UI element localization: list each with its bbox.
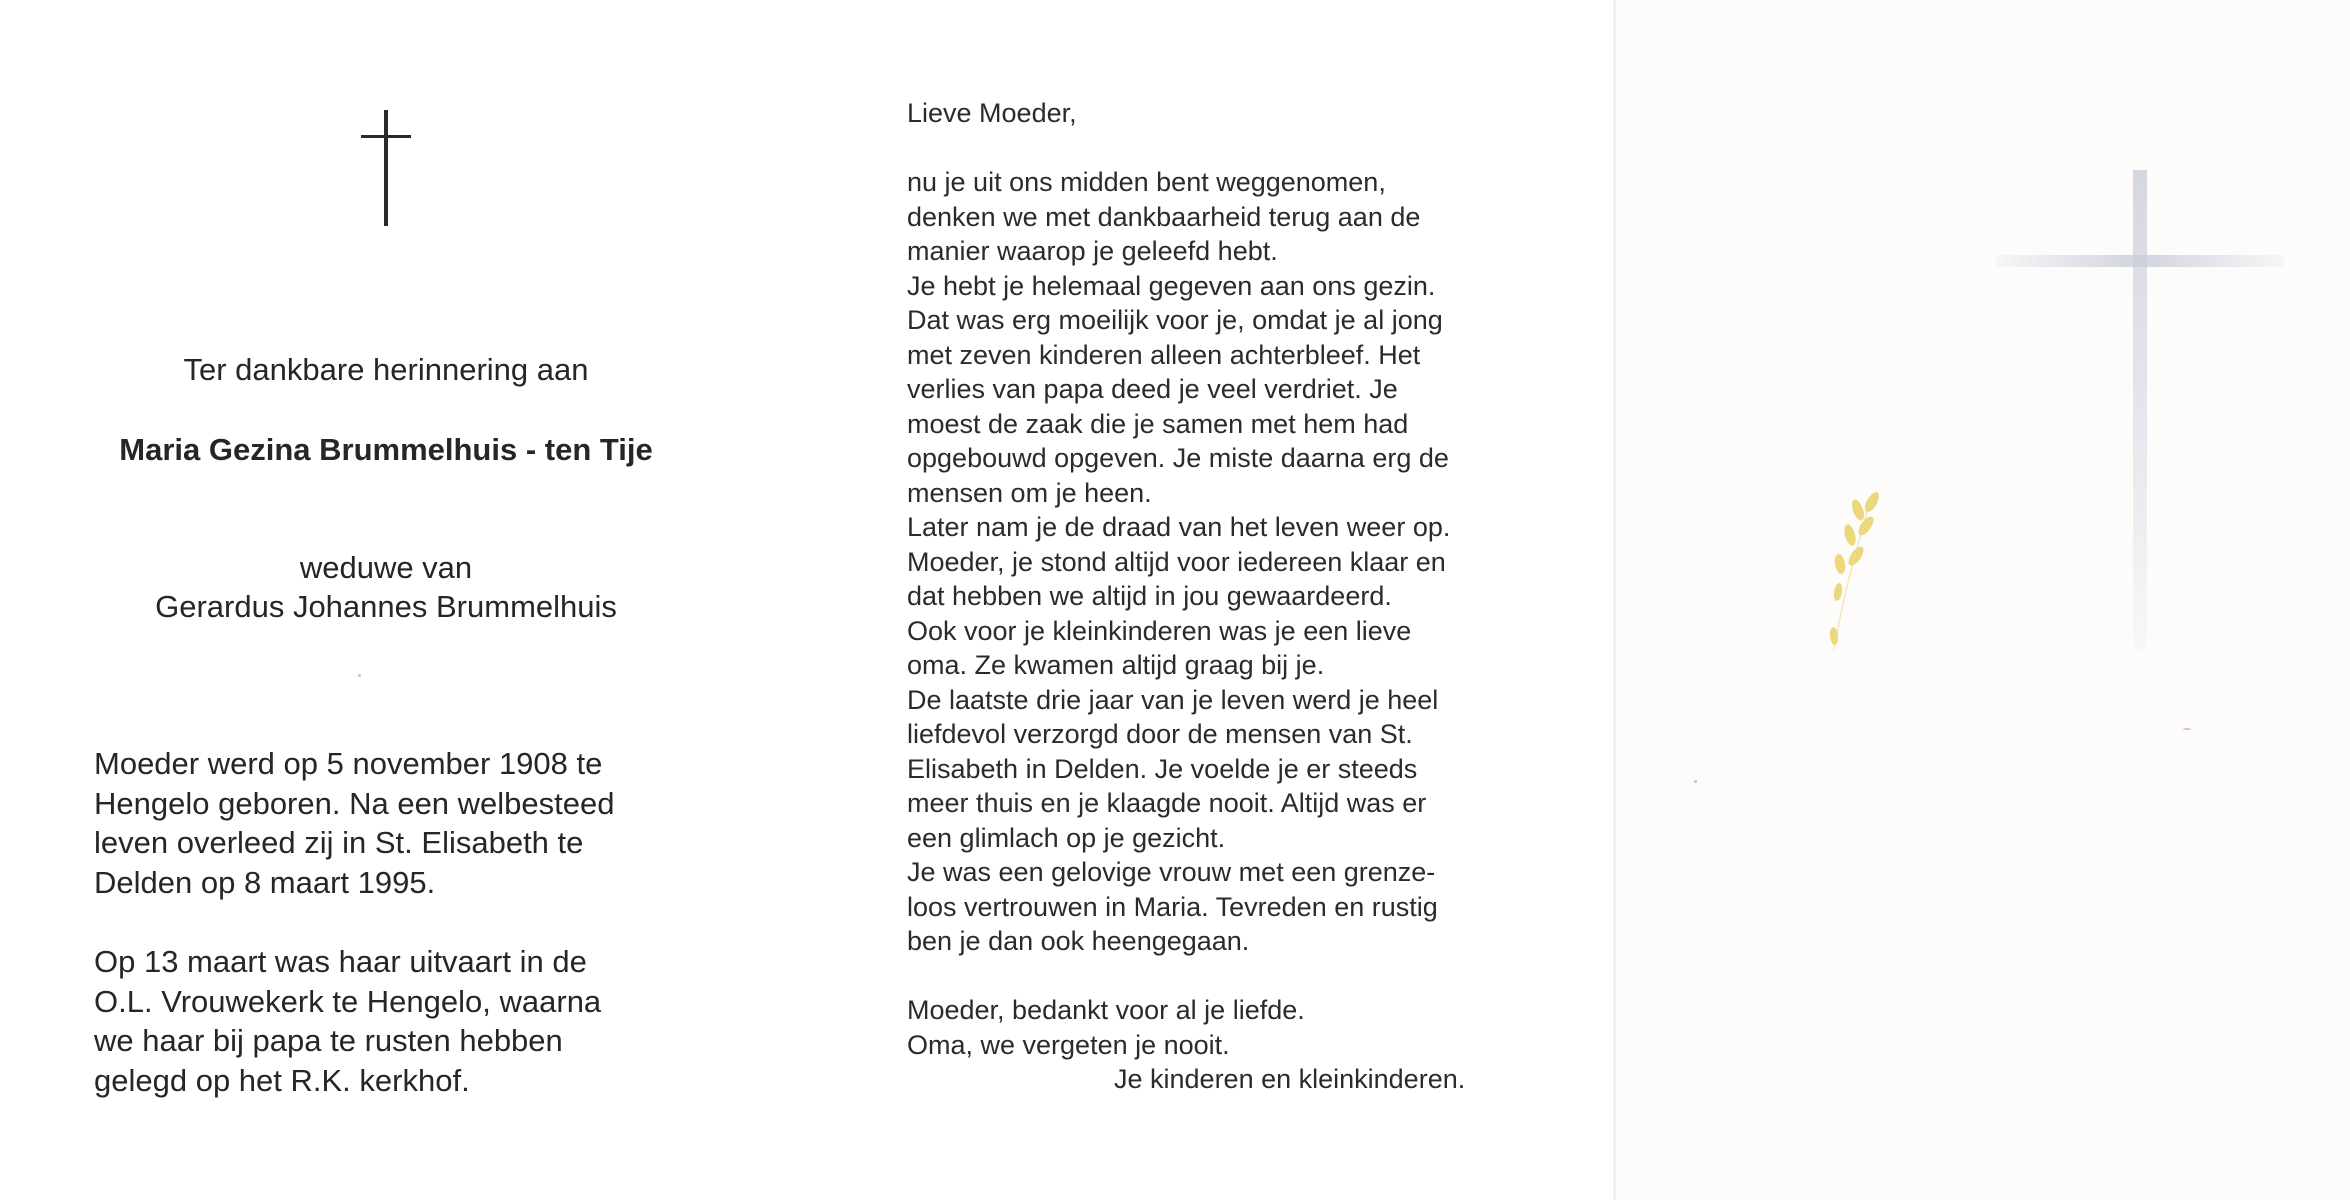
deceased-name: Maria Gezina Brummelhuis - ten Tije xyxy=(119,432,653,467)
letter-line: Je hebt je helemaal gegeven aan ons gezin. xyxy=(907,270,1436,301)
widow-of-text: weduwe van xyxy=(299,550,473,585)
letter-line: Moeder, je stond altijd voor iedereen klaar en xyxy=(907,546,1446,577)
paragraph-line: O.L. Vrouwekerk te Hengelo, waarna xyxy=(94,983,602,1019)
birth-death-paragraph xyxy=(94,744,714,902)
dedication-text: Ter dankbare herinnering aan xyxy=(183,352,589,387)
letter-line: nu je uit ons midden bent weggenomen, xyxy=(907,167,1386,197)
cross-icon xyxy=(1995,170,2285,650)
paragraph-line: gelegd op het R.K. kerkhof. xyxy=(94,1062,470,1098)
letter-line: Later nam je de draad van het leven weer op. xyxy=(907,512,1451,542)
husband-name: Gerardus Johannes Brummelhuis xyxy=(155,589,617,624)
paragraph-line: Delden op 8 maart 1995. xyxy=(94,864,436,900)
letter-closing xyxy=(907,993,1547,1062)
letter-line: mensen om je heen. xyxy=(907,477,1152,508)
letter-line: oma. Ze kwamen altijd graag bij je. xyxy=(907,650,1325,680)
letter-signature: Je kinderen en kleinkinderen. xyxy=(1114,1064,1466,1094)
funeral-paragraph xyxy=(94,942,714,1100)
paragraph-line: Moeder werd op 5 november 1908 te xyxy=(94,746,603,781)
letter-line: dat hebben we altijd in jou gewaardeerd. xyxy=(907,581,1392,611)
letter-line: meer thuis en je klaagde nooit. Altijd was er xyxy=(907,788,1427,818)
letter-line: Elisabeth in Delden. Je voelde je er steeds xyxy=(907,753,1418,784)
letter-line: ben je dan ook heengegaan. xyxy=(907,926,1250,956)
letter-greeting: Lieve Moeder, xyxy=(907,98,1077,128)
wheat-icon xyxy=(1810,480,1890,660)
letter-line: loos vertrouwen in Maria. Tevreden en rustig xyxy=(907,891,1438,922)
letter-line: liefdevol verzorgd door de mensen van St. xyxy=(907,719,1413,749)
paragraph-line: Op 13 maart was haar uitvaart in de xyxy=(94,944,587,979)
letter-line: manier waarop je geleefd hebt. xyxy=(907,236,1278,266)
letter-line: Je was een gelovige vrouw met een grenze- xyxy=(907,857,1436,887)
left-panel xyxy=(0,0,860,1200)
letter-line: Ook voor je kleinkinderen was je een lieve xyxy=(907,615,1412,646)
fold-line xyxy=(1613,0,1616,1200)
paragraph-line: leven overleed zij in St. Elisabeth te xyxy=(94,825,584,860)
paper-speck xyxy=(1694,780,1697,783)
letter-line: opgebouwd opgeven. Je miste daarna erg de xyxy=(907,443,1449,473)
letter xyxy=(907,96,1547,1097)
letter-line: De laatste drie jaar van je leven werd je heel xyxy=(907,684,1439,715)
paper-speck xyxy=(358,674,361,677)
paper-speck xyxy=(2183,728,2191,730)
paragraph-line: Hengelo geboren. Na een welbesteed xyxy=(94,785,615,821)
letter-line: een glimlach op je gezicht. xyxy=(907,822,1226,853)
letter-line: denken we met dankbaarheid terug aan de xyxy=(907,201,1421,232)
cross-icon xyxy=(361,110,411,226)
letter-line: Dat was erg moeilijk voor je, omdat je al jong xyxy=(907,305,1443,335)
letter-line: verlies van papa deed je veel verdriet. Je xyxy=(907,374,1398,404)
letter-line: Moeder, bedankt voor al je liefde. xyxy=(907,995,1305,1025)
letter-line: moest de zaak die je samen met hem had xyxy=(907,408,1409,439)
letter-line: Oma, we vergeten je nooit. xyxy=(907,1029,1230,1060)
letter-body xyxy=(907,165,1547,959)
letter-line: met zeven kinderen alleen achterbleef. Het xyxy=(907,339,1421,370)
paragraph-line: we haar bij papa te rusten hebben xyxy=(94,1023,563,1058)
